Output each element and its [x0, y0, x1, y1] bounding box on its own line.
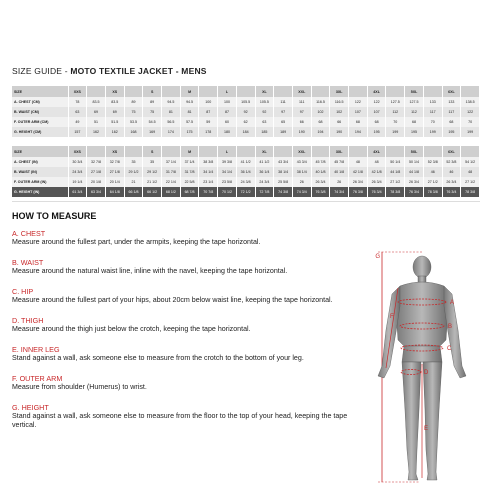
size-header-cell: 3XL	[330, 86, 349, 97]
size-header-cell	[311, 86, 330, 97]
table-cell: 100	[218, 97, 237, 107]
table-cell: 105.5	[236, 97, 255, 107]
measure-item	[12, 374, 357, 392]
table-cell: 41 1/2	[255, 157, 274, 167]
table-cell: 112	[405, 107, 424, 117]
table-cell: 76 3/8	[311, 187, 330, 197]
table-row	[12, 117, 480, 127]
size-header-cell: 4XL	[367, 146, 386, 157]
table-cell: 178	[199, 127, 218, 137]
table-cell: 63	[68, 107, 87, 117]
measure-item	[12, 229, 357, 247]
table-cell: 127.5	[405, 97, 424, 107]
table-cell: 27 1/2	[461, 177, 480, 187]
table-cell: 60	[218, 117, 237, 127]
table-cell: 24 3/4	[255, 177, 274, 187]
table-cell: 50 1/4	[386, 157, 405, 167]
size-header-label: SIZE	[12, 86, 68, 97]
table-cell: 54.5	[143, 117, 162, 127]
table-cell: 74 3/4	[292, 187, 311, 197]
row-label: G. HEIGHT (CM)	[12, 127, 68, 137]
table-cell: 97	[292, 107, 311, 117]
table-cell: 38 1/4	[274, 167, 293, 177]
table-cell: 37 1/4	[180, 157, 199, 167]
table-cell: 185	[255, 127, 274, 137]
table-cell: 51	[87, 117, 106, 127]
table-cell: 27 1/8	[105, 167, 124, 177]
table-cell: 44 1/8	[386, 167, 405, 177]
size-header-cell: 5XL	[405, 146, 424, 157]
table-cell: 76 3/8	[349, 187, 368, 197]
table-cell: 42 1/8	[349, 167, 368, 177]
table-cell: 116.5	[330, 97, 349, 107]
table-cell: 81	[180, 107, 199, 117]
table-cell: 51.5	[105, 117, 124, 127]
row-label: B. WAIST (IN)	[12, 167, 68, 177]
table-cell: 100	[199, 97, 218, 107]
table-cell: 23 1/4	[199, 177, 218, 187]
table-cell: 199	[423, 127, 442, 137]
size-header-cell	[423, 146, 442, 157]
measure-item	[12, 345, 357, 363]
table-cell: 43 3/4	[274, 157, 293, 167]
table-cell: 74 3/8	[274, 187, 293, 197]
table-row	[12, 177, 480, 187]
table-cell: 68 7/8	[180, 187, 199, 197]
measure-item	[12, 316, 357, 334]
table-cell: 46	[423, 167, 442, 177]
table-cell: 45 7/8	[311, 157, 330, 167]
table-cell: 70 7/8	[199, 187, 218, 197]
table-cell: 48	[349, 157, 368, 167]
table-cell: 57.5	[180, 117, 199, 127]
table-cell: 54 1/2	[461, 157, 480, 167]
table-cell: 63	[255, 117, 274, 127]
table-cell: 199	[461, 127, 480, 137]
size-header-cell: S	[143, 146, 162, 157]
table-cell: 26 3/4	[442, 177, 461, 187]
table-cell: 92	[255, 107, 274, 117]
table-cell: 74 3/4	[330, 187, 349, 197]
table-cell: 81	[162, 107, 181, 117]
table-cell: 64 1/8	[105, 187, 124, 197]
table-cell: 21 1/2	[143, 177, 162, 187]
table-cell: 66 1/2	[143, 187, 162, 197]
measure-description: Stand against a wall, ask someone else to measure from the floor to the top of your head, keeping the tape vertical.	[12, 412, 348, 429]
table-cell: 117	[423, 107, 442, 117]
table-cell: 38 1/4	[292, 167, 311, 177]
row-label: F. OUTER ARM (IN)	[12, 177, 68, 187]
size-header-cell	[386, 146, 405, 157]
label-b: B	[448, 324, 453, 330]
table-cell: 133	[442, 97, 461, 107]
table-cell: 34 1/4	[218, 167, 237, 177]
size-header-cell	[461, 146, 480, 157]
table-cell: 69	[87, 107, 106, 117]
size-header-row	[12, 86, 480, 97]
table-cell: 194	[349, 127, 368, 137]
table-cell: 105.5	[255, 97, 274, 107]
size-header-cell: 4XL	[367, 86, 386, 97]
title-main: MOTO TEXTILE JACKET - MENS	[70, 66, 207, 76]
table-cell: 48	[461, 167, 480, 177]
table-cell: 20 1/8	[87, 177, 106, 187]
size-header-cell	[124, 86, 143, 97]
table-row	[12, 187, 480, 197]
size-header-cell: XS	[105, 146, 124, 157]
table-cell: 40 1/8	[311, 167, 330, 177]
table-cell: 68	[367, 117, 386, 127]
table-cell: 52 3/8	[423, 157, 442, 167]
measure-description: Measure around the natural waist line, inline with the navel, keeping the tape horizontal.	[12, 267, 288, 275]
row-label: G. HEIGHT (IN)	[12, 187, 68, 197]
measure-item	[12, 258, 357, 276]
table-cell: 112	[386, 107, 405, 117]
table-cell: 75	[143, 107, 162, 117]
table-cell: 89	[124, 97, 143, 107]
size-header-cell: XXS	[68, 86, 87, 97]
table-cell: 22 1/4	[162, 177, 181, 187]
size-header-cell	[311, 146, 330, 157]
table-cell: 19 1/4	[68, 177, 87, 187]
measure-item	[12, 287, 357, 305]
table-cell: 66	[330, 117, 349, 127]
imperial-size-table	[12, 146, 480, 197]
measure-heading: F. OUTER ARM	[12, 374, 63, 383]
table-cell: 78 3/8	[423, 187, 442, 197]
table-row	[12, 167, 480, 177]
size-header-cell	[423, 86, 442, 97]
size-header-cell	[236, 146, 255, 157]
size-header-cell	[349, 86, 368, 97]
table-row	[12, 127, 480, 137]
table-cell: 162	[87, 127, 106, 137]
table-cell: 32 7/8	[87, 157, 106, 167]
table-cell: 102	[311, 107, 330, 117]
table-cell: 50 1/4	[405, 157, 424, 167]
table-cell: 45 7/8	[330, 157, 349, 167]
table-cell: 53.5	[124, 117, 143, 127]
size-header-cell: XXL	[292, 86, 311, 97]
table-cell: 68	[442, 117, 461, 127]
size-header-label: SIZE	[12, 146, 68, 157]
table-cell: 27 1/2	[386, 177, 405, 187]
label-e: E	[424, 426, 429, 432]
size-header-cell: XS	[105, 86, 124, 97]
table-cell: 107	[367, 107, 386, 117]
page-title	[12, 66, 207, 76]
table-cell: 21	[124, 177, 143, 187]
table-cell: 190	[292, 127, 311, 137]
table-cell: 83.5	[87, 97, 106, 107]
table-cell: 37 1/4	[162, 157, 181, 167]
table-cell: 199	[386, 127, 405, 137]
label-f: F	[390, 314, 394, 320]
row-label: A. CHEST (CM)	[12, 97, 68, 107]
row-label: B. WAIST (CM)	[12, 107, 68, 117]
size-header-cell	[349, 146, 368, 157]
table-cell: 190	[330, 127, 349, 137]
table-cell: 23 5/8	[218, 177, 237, 187]
table-cell: 70	[386, 117, 405, 127]
table-cell: 43 3/4	[292, 157, 311, 167]
label-c: C	[447, 346, 452, 352]
table-cell: 94.5	[180, 97, 199, 107]
table-cell: 38 3/8	[199, 157, 218, 167]
measure-heading: E. INNER LEG	[12, 345, 60, 354]
table-cell: 32 7/8	[105, 157, 124, 167]
row-label: F. OUTER ARM (CM)	[12, 117, 68, 127]
table-cell: 46	[442, 167, 461, 177]
size-header-cell: 6XL	[442, 146, 461, 157]
table-cell: 20 1/4	[105, 177, 124, 187]
size-header-cell	[461, 86, 480, 97]
size-header-row	[12, 146, 480, 157]
measure-heading: C. HIP	[12, 287, 34, 296]
measure-item	[12, 403, 357, 430]
table-cell: 94.5	[162, 97, 181, 107]
table-cell: 68	[349, 117, 368, 127]
table-cell: 70	[461, 117, 480, 127]
table-cell: 27 1/2	[423, 177, 442, 187]
table-cell: 111	[274, 97, 293, 107]
table-cell: 24 3/4	[68, 167, 87, 177]
table-cell: 36 1/4	[236, 167, 255, 177]
divider	[12, 201, 480, 202]
table-cell: 59	[199, 117, 218, 127]
size-header-cell	[199, 146, 218, 157]
size-header-cell: 3XL	[330, 146, 349, 157]
size-header-cell	[274, 146, 293, 157]
table-cell: 36 1/4	[255, 167, 274, 177]
table-cell: 68 1/2	[162, 187, 181, 197]
table-cell: 174	[162, 127, 181, 137]
table-cell: 169	[143, 127, 162, 137]
size-header-cell: L	[218, 86, 237, 97]
table-cell: 92	[236, 107, 255, 117]
table-cell: 27 1/8	[87, 167, 106, 177]
title-prefix: SIZE GUIDE -	[12, 66, 71, 76]
table-cell: 127.5	[386, 97, 405, 107]
row-label: A. CHEST (IN)	[12, 157, 68, 167]
table-cell: 72 7/8	[255, 187, 274, 197]
size-header-cell: L	[218, 146, 237, 157]
size-header-cell: XXS	[68, 146, 87, 157]
table-cell: 31 7/8	[180, 167, 199, 177]
size-header-cell: 5XL	[405, 86, 424, 97]
table-cell: 69	[105, 107, 124, 117]
table-cell: 75	[124, 107, 143, 117]
table-cell: 87	[199, 107, 218, 117]
measure-heading: A. CHEST	[12, 229, 46, 238]
size-header-cell	[162, 86, 181, 97]
size-header-cell	[87, 146, 106, 157]
size-header-cell	[162, 146, 181, 157]
table-cell: 138.5	[461, 97, 480, 107]
table-cell: 63 3/4	[87, 187, 106, 197]
table-row	[12, 97, 480, 107]
table-cell: 40 1/8	[330, 167, 349, 177]
measure-description: Measure around the thigh just below the crotch, keeping the tape horizontal.	[12, 325, 251, 333]
table-cell: 184	[236, 127, 255, 137]
table-cell: 56.5	[162, 117, 181, 127]
table-cell: 122	[461, 107, 480, 117]
size-header-cell	[199, 86, 218, 97]
table-cell: 35	[124, 157, 143, 167]
table-row	[12, 107, 480, 117]
size-header-cell: M	[180, 146, 199, 157]
table-cell: 26 3/4	[349, 177, 368, 187]
table-cell: 25 5/8	[274, 177, 293, 187]
table-cell: 76 3/4	[367, 187, 386, 197]
size-header-cell: XXL	[292, 146, 311, 157]
label-d: D	[424, 370, 429, 376]
measure-description: Measure from shoulder (Humerus) to wrist.	[12, 383, 147, 391]
table-cell: 70 1/2	[218, 187, 237, 197]
table-cell: 49	[68, 117, 87, 127]
table-cell: 68	[405, 117, 424, 127]
label-g: G	[375, 254, 380, 260]
table-cell: 78 3/8	[386, 187, 405, 197]
table-cell: 122	[367, 97, 386, 107]
table-cell: 29 1/2	[143, 167, 162, 177]
measure-description: Measure around the fullest part, under the armpits, keeping the tape horizontal.	[12, 238, 261, 246]
measure-description: Measure around the fullest part of your hips, about 20cm below waist line, keeping the tape horizontal.	[12, 296, 333, 304]
size-header-cell: M	[180, 86, 199, 97]
table-cell: 44 1/8	[405, 167, 424, 177]
table-cell: 34 1/4	[199, 167, 218, 177]
table-cell: 107	[349, 107, 368, 117]
table-cell: 22 5/8	[180, 177, 199, 187]
metric-size-table	[12, 86, 480, 137]
table-cell: 26 3/4	[311, 177, 330, 187]
table-cell: 195	[367, 127, 386, 137]
table-cell: 133	[423, 97, 442, 107]
table-cell: 61 3/4	[68, 187, 87, 197]
how-to-measure-title: HOW TO MEASURE	[12, 211, 97, 221]
table-cell: 70	[423, 117, 442, 127]
table-cell: 39 3/8	[218, 157, 237, 167]
table-cell: 194	[311, 127, 330, 137]
measure-heading: G. HEIGHT	[12, 403, 49, 412]
table-cell: 30 3/4	[68, 157, 87, 167]
table-cell: 65	[274, 117, 293, 127]
table-cell: 87	[218, 107, 237, 117]
table-cell: 97	[274, 107, 293, 117]
table-cell: 117	[442, 107, 461, 117]
table-cell: 26 3/4	[405, 177, 424, 187]
table-cell: 76 3/4	[405, 187, 424, 197]
table-cell: 102	[330, 107, 349, 117]
table-cell: 29 1/2	[124, 167, 143, 177]
table-cell: 116.5	[311, 97, 330, 107]
measure-heading: B. WAIST	[12, 258, 44, 267]
table-cell: 168	[124, 127, 143, 137]
table-cell: 89	[143, 97, 162, 107]
size-header-cell	[236, 86, 255, 97]
table-cell: 83.5	[105, 97, 124, 107]
table-cell: 122	[349, 97, 368, 107]
size-header-cell: XL	[255, 146, 274, 157]
measure-description: Stand against a wall, ask someone else to measure from the crotch to the bottom of your leg.	[12, 354, 304, 362]
table-cell: 78	[68, 97, 87, 107]
measure-heading: D. THIGH	[12, 316, 44, 325]
table-row	[12, 157, 480, 167]
table-cell: 180	[218, 127, 237, 137]
table-cell: 76 3/4	[442, 187, 461, 197]
table-cell: 41 1/2	[236, 157, 255, 167]
size-header-cell	[87, 86, 106, 97]
table-cell: 26	[330, 177, 349, 187]
table-cell: 35	[143, 157, 162, 167]
table-cell: 78 3/8	[461, 187, 480, 197]
table-cell: 189	[274, 127, 293, 137]
size-header-cell	[274, 86, 293, 97]
size-header-cell: XL	[255, 86, 274, 97]
table-cell: 26	[292, 177, 311, 187]
table-cell: 66	[292, 117, 311, 127]
table-cell: 157	[68, 127, 87, 137]
table-cell: 52 3/8	[442, 157, 461, 167]
table-cell: 72 1/2	[236, 187, 255, 197]
table-cell: 42 1/8	[367, 167, 386, 177]
table-cell: 26 3/4	[367, 177, 386, 187]
table-cell: 62	[236, 117, 255, 127]
table-cell: 175	[180, 127, 199, 137]
table-cell: 195	[442, 127, 461, 137]
body-measurement-figure	[360, 250, 490, 486]
size-header-cell: S	[143, 86, 162, 97]
size-header-cell	[124, 146, 143, 157]
table-cell: 24 3/8	[236, 177, 255, 187]
table-cell: 162	[105, 127, 124, 137]
table-cell: 195	[405, 127, 424, 137]
table-cell: 31 7/8	[162, 167, 181, 177]
table-cell: 66 1/8	[124, 187, 143, 197]
table-cell: 111	[292, 97, 311, 107]
size-header-cell	[386, 86, 405, 97]
size-header-cell: 6XL	[442, 86, 461, 97]
label-a: A	[450, 300, 455, 306]
table-cell: 68	[311, 117, 330, 127]
table-cell: 48	[367, 157, 386, 167]
